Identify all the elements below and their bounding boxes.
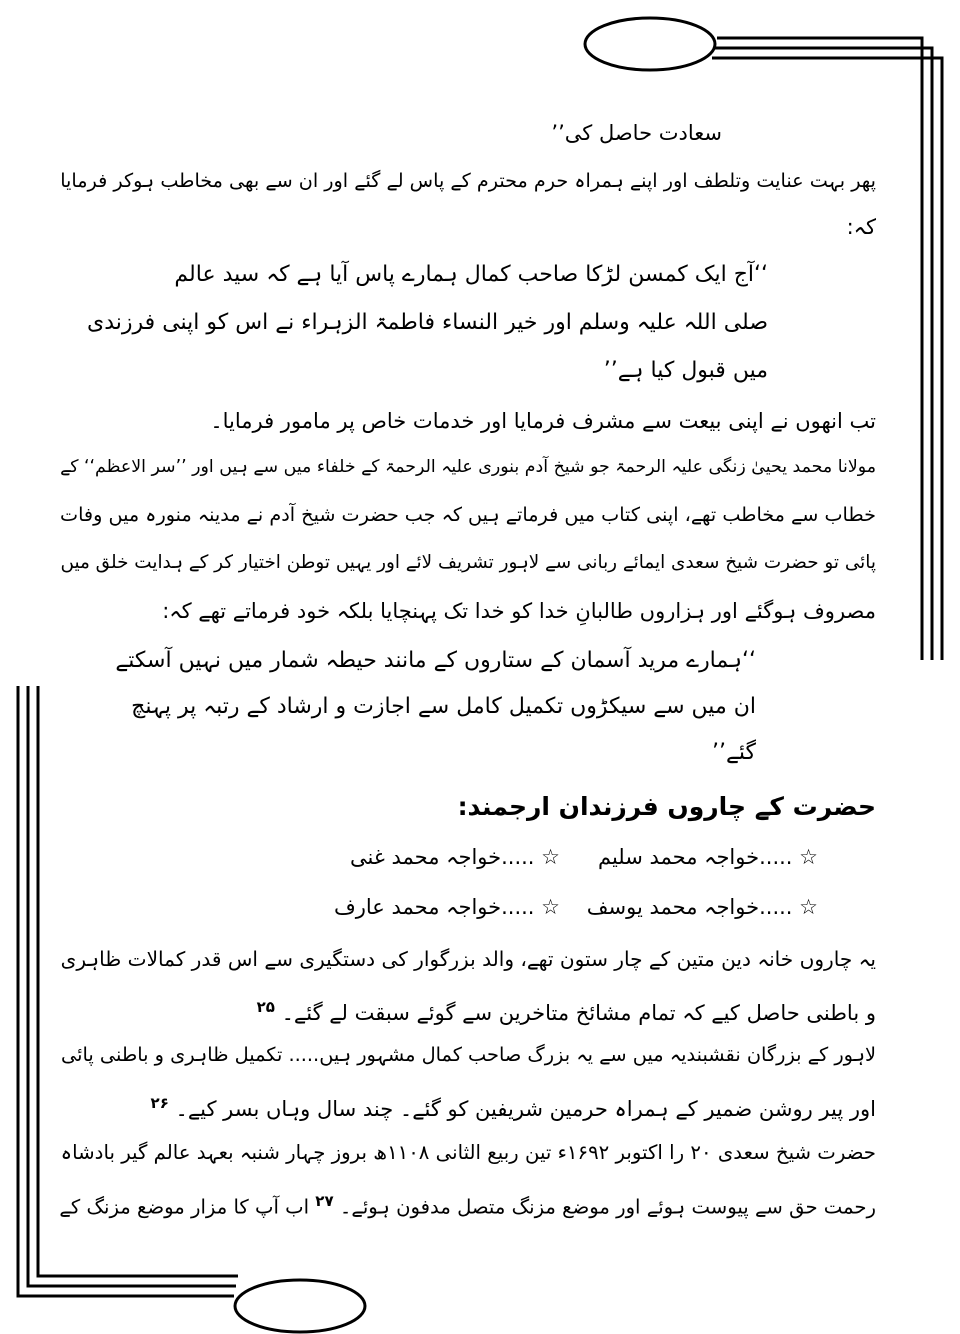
intro-line-1: سعادت حاصل کی’’ (551, 121, 722, 145)
son-name: .....خواجہ محمد سلیم (597, 845, 793, 869)
star-icon: ☆ (799, 845, 818, 869)
son-name: .....خواجہ محمد عارف (334, 895, 535, 919)
star-icon: ☆ (541, 845, 560, 869)
footnote-ref-26: ۲۶ (150, 1094, 169, 1112)
star-icon: ☆ (541, 895, 560, 919)
paragraph-5-text: رحمت حق سے پیوست ہوئے اور موضع مزنگ متصل مدفون ہوئے۔ (339, 1195, 876, 1219)
bottom-oval-ornament (235, 1280, 365, 1332)
paragraph-3-line-1: یہ چاروں خانہ دین متین کے چار ستون تھے، والد بزرگوار کی دستگیری سے اس قدر کمالات ظاہری (60, 947, 876, 971)
paragraph-5-text-end: اب آپ کا مزار موضع مزنگ کے (59, 1195, 310, 1219)
paragraph-1: تب انھوں نے اپنی بیعت سے مشرف فرمایا اور خدمات خاص پر مامور فرمایا۔ (210, 409, 876, 433)
quote-1-line-1: ‘‘آج ایک کمسن لڑکا صاحب کمال ہمارے پاس آیا ہے کہ سید عالم (174, 262, 768, 287)
top-oval-ornament (585, 18, 715, 70)
footnote-ref-25: ۲۵ (256, 998, 275, 1016)
paragraph-4-line-2 (151, 1088, 876, 1124)
star-icon: ☆ (799, 895, 818, 919)
paragraph-2-line-1: مولانا محمد یحییٰ زنگی علیہ الرحمۃ جو شیخ آدم بنوری علیہ الرحمۃ کے خلفاء میں سے ہیں اور ’’سر الاعظم‘‘ کے (60, 457, 876, 477)
son-item-3 (587, 892, 818, 922)
section-heading: حضرت کے چاروں فرزندان ارجمند: (457, 792, 876, 821)
son-item-1 (598, 842, 818, 872)
paragraph-3-line-2 (257, 992, 876, 1028)
footnote-ref-27: ۲۷ (315, 1192, 334, 1210)
paragraph-2-line-3: پائی تو حضرت شیخ سعدی ایمائے ربانی سے لاہور تشریف لائے اور یہیں توطن اختیار کر کے ہدایت خلق میں (60, 552, 876, 573)
son-item-2 (350, 842, 560, 872)
quote-1-line-3: میں قبول کیا ہے’’ (603, 358, 768, 383)
paragraph-4-text: اور پیر روشن ضمیر کے ہمراہ حرمین شریفین کو گئے۔ چند سال وہاں بسر کیے۔ (175, 1097, 876, 1121)
intro-line-3: کہ: (846, 215, 876, 239)
paragraph-5-line-1: حضرت شیخ سعدی ۲۰ را اکتوبر ۱۶۹۲ء تین ربیع الثانی ۱۱۰۸ھ بروز چہار شنبہ بعہد عالم گیر بادشاہ (60, 1141, 876, 1164)
paragraph-2-line-4: مصروف ہوگئے اور ہزاروں طالبانِ خدا کو خدا تک پہنچایا بلکہ خود فرماتے تھے کہ: (162, 599, 876, 623)
quote-2-line-3: گئے’’ (712, 740, 756, 765)
intro-line-2: پھر بہت عنایت وتلطف اور اپنے ہمراہ حرم محترم کے پاس لے گئے اور ان سے بھی مخاطب ہوکر فرمایا (60, 169, 876, 192)
quote-2-line-1: ‘‘ہمارے مرید آسمان کے ستاروں کے مانند حیطہ شمار میں نہیں آسکتے (115, 648, 756, 673)
paragraph-5-line-2 (59, 1186, 876, 1223)
son-name: .....خواجہ محمد یوسف (586, 895, 793, 919)
paragraph-2-line-2: خطاب سے مخاطب تھے، اپنی کتاب میں فرماتے ہیں کہ جب حضرت شیخ آدم نے مدینہ منورہ میں وفات (60, 503, 876, 526)
son-item-4 (334, 892, 560, 922)
quote-2-line-2: ان میں سے سیکڑوں تکمیل کامل سے اجازت و ارشاد کے رتبہ پر پہنچ (131, 694, 756, 719)
paragraph-4-line-1: لاہور کے بزرگان نقشبندیہ میں سے یہ بزرگ صاحب کمال مشہور ہیں..... تکمیل ظاہری و باطنی پائی (60, 1043, 876, 1066)
paragraph-3-text: و باطنی حاصل کیے کہ تمام مشائخ متاخرین سے گوئے سبقت لے گئے۔ (281, 1001, 876, 1025)
quote-1-line-2: صلی اللہ علیہ وسلم اور خیر النساء فاطمۃ الزہراء نے اس کو اپنی فرزندی (87, 310, 768, 335)
son-name: .....خواجہ محمد غنی (350, 845, 535, 869)
